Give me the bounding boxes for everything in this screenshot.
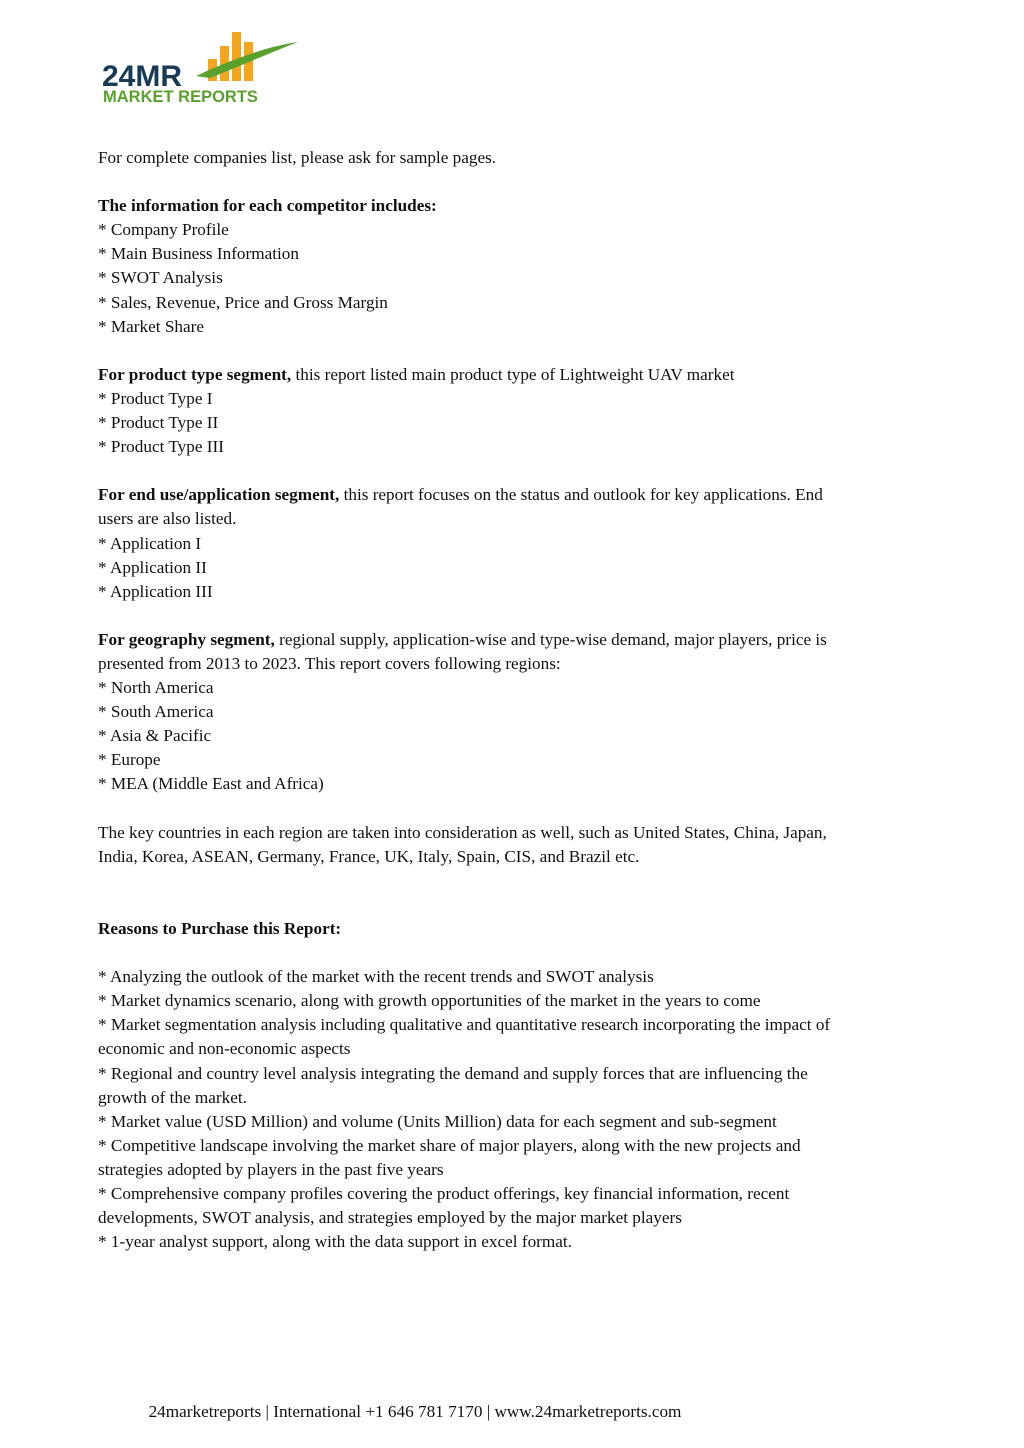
intro-paragraph [98, 146, 918, 170]
competitor-section [98, 194, 918, 339]
company-logo [100, 26, 310, 108]
geography-text-2: presented from 2013 to 2023. This report covers following regions: [98, 653, 561, 673]
list-item: * SWOT Analysis [98, 268, 223, 288]
application-text-2: users are also listed. [98, 509, 237, 529]
list-item: * Comprehensive company profiles covering the product offerings, key financial information, recent [98, 1184, 790, 1204]
application-lead: For end use/application segment, [98, 485, 340, 505]
logo-bar-3 [232, 32, 241, 81]
geography-text-1: regional supply, application-wise and type-wise demand, major players, price is [274, 629, 827, 649]
product-type-section [98, 363, 918, 459]
logo-text-market-reports: MARKET REPORTS [103, 88, 258, 106]
countries-paragraph [98, 821, 918, 869]
list-item: * Product Type III [98, 437, 224, 457]
list-item: * Analyzing the outlook of the market with the recent trends and SWOT analysis [98, 967, 654, 987]
product-type-intro [98, 363, 918, 387]
logo-text-24mr: 24MR [102, 60, 183, 93]
list-item: * 1-year analyst support, along with the data support in excel format. [98, 1232, 572, 1252]
countries-text-1: The key countries in each region are taken into consideration as well, such as United States, China, Japan, [98, 822, 827, 842]
list-item-continued: economic and non-economic aspects [98, 1039, 351, 1059]
application-section [98, 483, 918, 603]
list-item-continued: strategies adopted by players in the past five years [98, 1159, 444, 1179]
competitor-heading: The information for each competitor includes: [98, 196, 437, 216]
list-item: * Market Share [98, 316, 204, 336]
list-item: * Company Profile [98, 220, 229, 240]
list-item: * Market segmentation analysis including qualitative and quantitative research incorporating the impact of [98, 1015, 831, 1035]
reasons-list [98, 965, 918, 1254]
geography-section [98, 628, 918, 797]
list-item: * MEA (Middle East and Africa) [98, 774, 324, 794]
geography-lead: For geography segment, [98, 629, 275, 649]
list-item: * Competitive landscape involving the market share of major players, along with the new projects and [98, 1135, 801, 1155]
list-item: * North America [98, 678, 214, 698]
geography-intro [98, 628, 918, 652]
reasons-heading-block [98, 917, 918, 941]
list-item-continued: developments, SWOT analysis, and strategies employed by the major market players [98, 1208, 682, 1228]
list-item: * Regional and country level analysis integrating the demand and supply forces that are influencing the [98, 1063, 808, 1083]
list-item: * South America [98, 702, 214, 722]
list-item: * Product Type II [98, 413, 219, 433]
list-item: * Europe [98, 750, 161, 770]
list-item-continued: growth of the market. [98, 1087, 247, 1107]
application-intro [98, 483, 918, 507]
page-footer: 24marketreports | International +1 646 781 7170 | www.24marketreports.com [148, 1402, 682, 1421]
list-item: * Application II [98, 557, 207, 577]
application-text-1: this report focuses on the status and outlook for key applications. End [339, 485, 823, 505]
list-item: * Market dynamics scenario, along with growth opportunities of the market in the years to come [98, 991, 761, 1011]
intro-text: For complete companies list, please ask for sample pages. [98, 148, 497, 167]
spacer [98, 893, 918, 917]
reasons-heading: Reasons to Purchase this Report: [98, 919, 342, 938]
list-item: * Main Business Information [98, 244, 299, 264]
document-body [98, 146, 918, 1278]
list-item: * Application III [98, 581, 213, 601]
countries-text-2: India, Korea, ASEAN, Germany, France, UK, Italy, Spain, CIS, and Brazil etc. [98, 846, 640, 866]
list-item: * Asia & Pacific [98, 726, 212, 746]
list-item: * Market value (USD Million) and volume (Units Million) data for each segment and sub-segment [98, 1111, 777, 1131]
product-type-text: this report listed main product type of Lightweight UAV market [291, 364, 735, 384]
list-item: * Product Type I [98, 388, 213, 408]
list-item: * Application I [98, 533, 202, 553]
product-type-lead: For product type segment, [98, 364, 292, 384]
list-item: * Sales, Revenue, Price and Gross Margin [98, 292, 388, 312]
